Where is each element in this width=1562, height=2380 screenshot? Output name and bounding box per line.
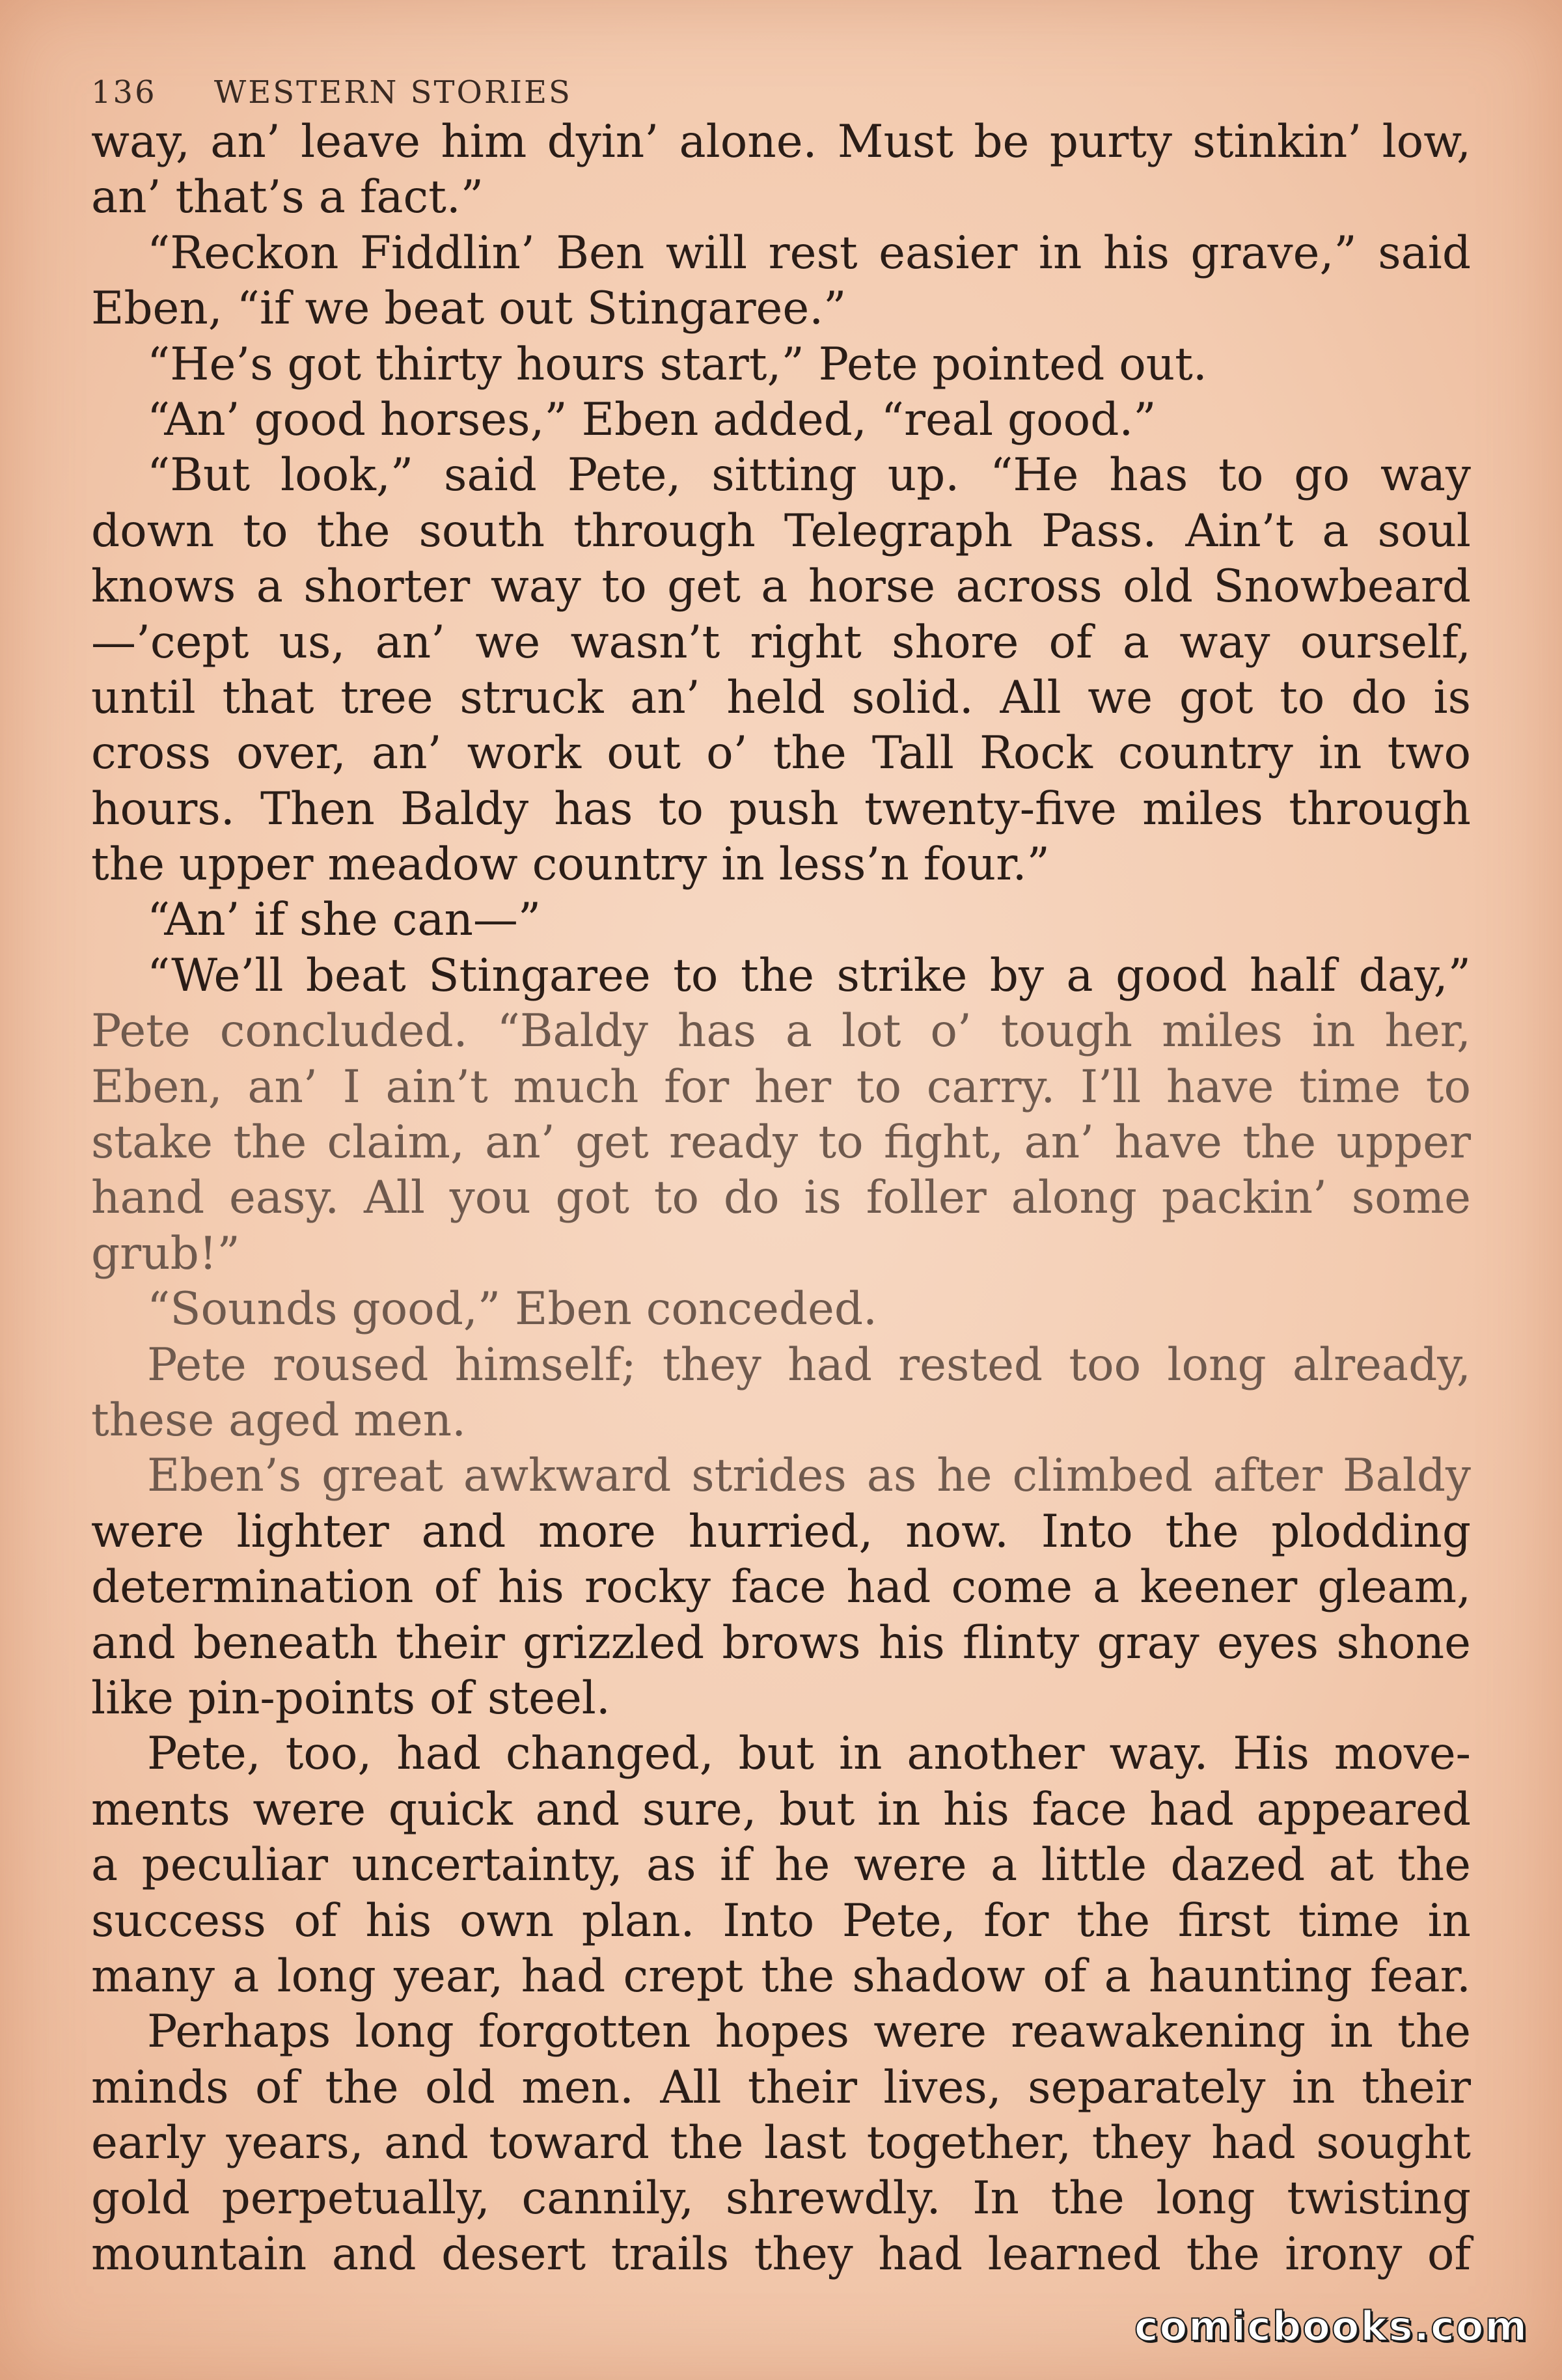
text-line: “We’ll beat Stingaree to the strike by a good half day,” xyxy=(147,949,1471,1002)
text-line: Eben, an’ I ain’t much for her to carry. I’ll have time to xyxy=(91,1060,1471,1113)
text-line: hand easy. All you got to do is foller along packin’ some xyxy=(91,1172,1471,1225)
text-line: “He’s got thirty hours start,” Pete pointed out. xyxy=(147,338,1207,391)
body-text xyxy=(91,115,1471,2282)
text-line: way, an’ leave him dyin’ alone. Must be purty stinkin’ low, xyxy=(91,116,1471,168)
text-line: Pete, too, had changed, but in another way. His move- xyxy=(147,1728,1471,1780)
text-line: “But look,” said Pete, sitting up. “He has to go way xyxy=(147,449,1471,502)
text-line: success of his own plan. Into Pete, for the first time in xyxy=(91,1894,1471,1947)
text-line: —’cept us, an’ we wasn’t right shore of a way ourself, xyxy=(91,616,1471,669)
text-line: gold perpetually, cannily, shrewdly. In the long twisting xyxy=(91,2172,1471,2225)
text-line: stake the claim, an’ get ready to fight, an’ have the upper xyxy=(91,1116,1471,1169)
text-line: many a long year, had crept the shadow of a haunting fear. xyxy=(91,1950,1471,2002)
text-line: ments were quick and sure, but in his face had appeared xyxy=(91,1783,1471,1836)
text-line: like pin-points of steel. xyxy=(91,1672,610,1724)
text-line: “Reckon Fiddlin’ Ben will rest easier in his grave,” said xyxy=(147,227,1471,279)
text-line: Eben’s great awkward strides as he climbed after Baldy xyxy=(147,1450,1471,1502)
text-line: early years, and toward the last together, they had sought xyxy=(91,2117,1471,2170)
watermark-logo: comicbooks.com xyxy=(1134,2303,1528,2350)
text-line: grub!” xyxy=(91,1227,240,1280)
text-line: were lighter and more hurried, now. Into the plodding xyxy=(91,1505,1471,1558)
text-line: Eben, “if we beat out Stingaree.” xyxy=(91,283,847,335)
running-head xyxy=(91,73,572,112)
text-line: Perhaps long forgotten hopes were reawakening in the xyxy=(147,2006,1471,2058)
text-line: “An’ if she can—” xyxy=(147,894,541,947)
text-line: hours. Then Baldy has to push twenty-five miles through xyxy=(91,782,1471,835)
running-title: WESTERN STORIES xyxy=(213,74,572,111)
text-line: until that tree struck an’ held solid. All we got to do is xyxy=(91,671,1471,724)
text-line: knows a shorter way to get a horse across old Snowbeard xyxy=(91,560,1471,613)
text-line: Pete roused himself; they had rested too long already, xyxy=(147,1338,1471,1391)
text-line: minds of the old men. All their lives, separately in their xyxy=(91,2061,1471,2114)
text-line: down to the south through Telegraph Pass. Ain’t a soul xyxy=(91,505,1471,557)
text-line: the upper meadow country in less’n four.” xyxy=(91,838,1050,891)
text-line: Pete concluded. “Baldy has a lot o’ tough miles in her, xyxy=(91,1005,1471,1058)
text-line: and beneath their grizzled brows his flinty gray eyes shone xyxy=(91,1616,1471,1669)
text-line: mountain and desert trails they had learned the irony of xyxy=(91,2228,1471,2280)
text-line: these aged men. xyxy=(91,1394,467,1446)
text-line: “Sounds good,” Eben conceded. xyxy=(147,1283,877,1336)
text-line: cross over, an’ work out o’ the Tall Rock country in two xyxy=(91,727,1471,780)
text-line: determination of his rocky face had come a keener gleam, xyxy=(91,1561,1471,1614)
page-number: 136 xyxy=(91,74,157,111)
text-line: an’ that’s a fact.” xyxy=(91,171,484,224)
text-line: “An’ good horses,” Eben added, “real good.” xyxy=(147,393,1157,446)
text-line: a peculiar uncertainty, as if he were a little dazed at the xyxy=(91,1839,1471,1892)
